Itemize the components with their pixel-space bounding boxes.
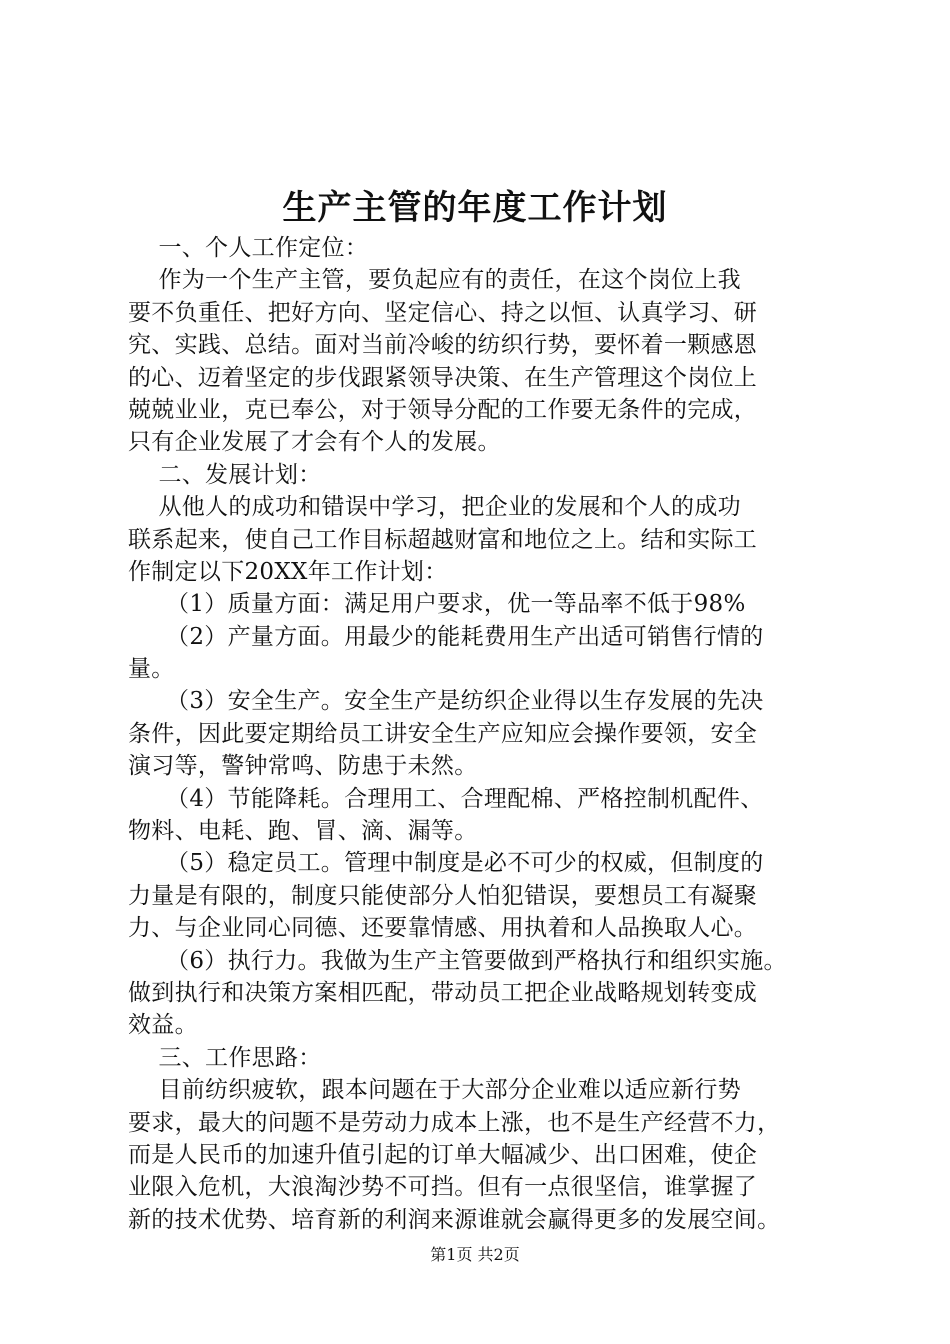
body-line: 二、发展计划： <box>128 461 322 488</box>
body-line: 的心、迈着坚定的步伐跟紧领导决策、在生产管理这个岗位上 <box>128 364 758 391</box>
body-line: 新的技术优势、培育新的利润来源谁就会赢得更多的发展空间。 <box>128 1206 781 1233</box>
body-line: （4）节能降耗。合理用工、合理配棉、严格控制机配件、 <box>128 785 764 812</box>
body-line: （5）稳定员工。管理中制度是必不可少的权威，但制度的 <box>128 850 764 877</box>
body-line: 力量是有限的，制度只能使部分人怕犯错误，要想员工有凝聚 <box>128 882 758 909</box>
body-line: 兢兢业业，克已奉公，对于领导分配的工作要无条件的完成， <box>128 396 758 423</box>
page-footer: 第1页 共2页 <box>430 1245 520 1264</box>
document-title: 生产主管的年度工作计划 <box>282 188 668 228</box>
body-line: 效益。 <box>128 1012 198 1039</box>
body-line: 从他人的成功和错误中学习，把企业的发展和个人的成功 <box>128 494 741 521</box>
body-line: 业限入危机，大浪淘沙势不可挡。但有一点很坚信，谁掌握了 <box>128 1174 758 1201</box>
body-line: 物料、电耗、跑、冒、滴、漏等。 <box>128 818 478 845</box>
body-line: 而是人民币的加速升值引起的订单大幅减少、出口困难，使企 <box>128 1141 758 1168</box>
body-line: （3）安全生产。安全生产是纺织企业得以生存发展的先决 <box>128 688 764 715</box>
body-line: 力、与企业同心同德、还要靠情感、用执着和人品换取人心。 <box>128 915 758 942</box>
body-line: 量。 <box>128 656 175 683</box>
body-line: （2）产量方面。用最少的能耗费用生产出适可销售行情的 <box>128 623 764 650</box>
body-line: 做到执行和决策方案相匹配，带动员工把企业战略规划转变成 <box>128 979 758 1006</box>
body-line: 作为一个生产主管，要负起应有的责任，在这个岗位上我 <box>128 267 741 294</box>
body-line: 只有企业发展了才会有个人的发展。 <box>128 429 501 456</box>
body-line: 演习等，警钟常鸣、防患于未然。 <box>128 753 478 780</box>
body-line: 要求，最大的问题不是劳动力成本上涨，也不是生产经营不力， <box>128 1109 781 1136</box>
body-line: 究、实践、总结。面对当前冷峻的纺织行势，要怀着一颗感恩 <box>128 332 758 359</box>
body-line: 作制定以下20XX年工作计划： <box>128 558 448 585</box>
body-line: 联系起来，使自己工作目标超越财富和地位之上。结和实际工 <box>128 526 758 553</box>
body-line: 一、个人工作定位： <box>128 235 369 261</box>
body-line: （1）质量方面：满足用户要求，优一等品率不低于98% <box>128 591 746 618</box>
body-line: （6）执行力。我做为生产主管要做到严格执行和组织实施。 <box>128 947 787 974</box>
document-body <box>128 232 828 1236</box>
body-line: 条件，因此要定期给员工讲安全生产应知应会操作要领，安全 <box>128 720 758 747</box>
body-line: 三、工作思路： <box>128 1044 322 1071</box>
body-line: 目前纺织疲软，跟本问题在于大部分企业难以适应新行势 <box>128 1077 741 1104</box>
body-line: 要不负重任、把好方向、坚定信心、持之以恒、认真学习、研 <box>128 299 758 326</box>
